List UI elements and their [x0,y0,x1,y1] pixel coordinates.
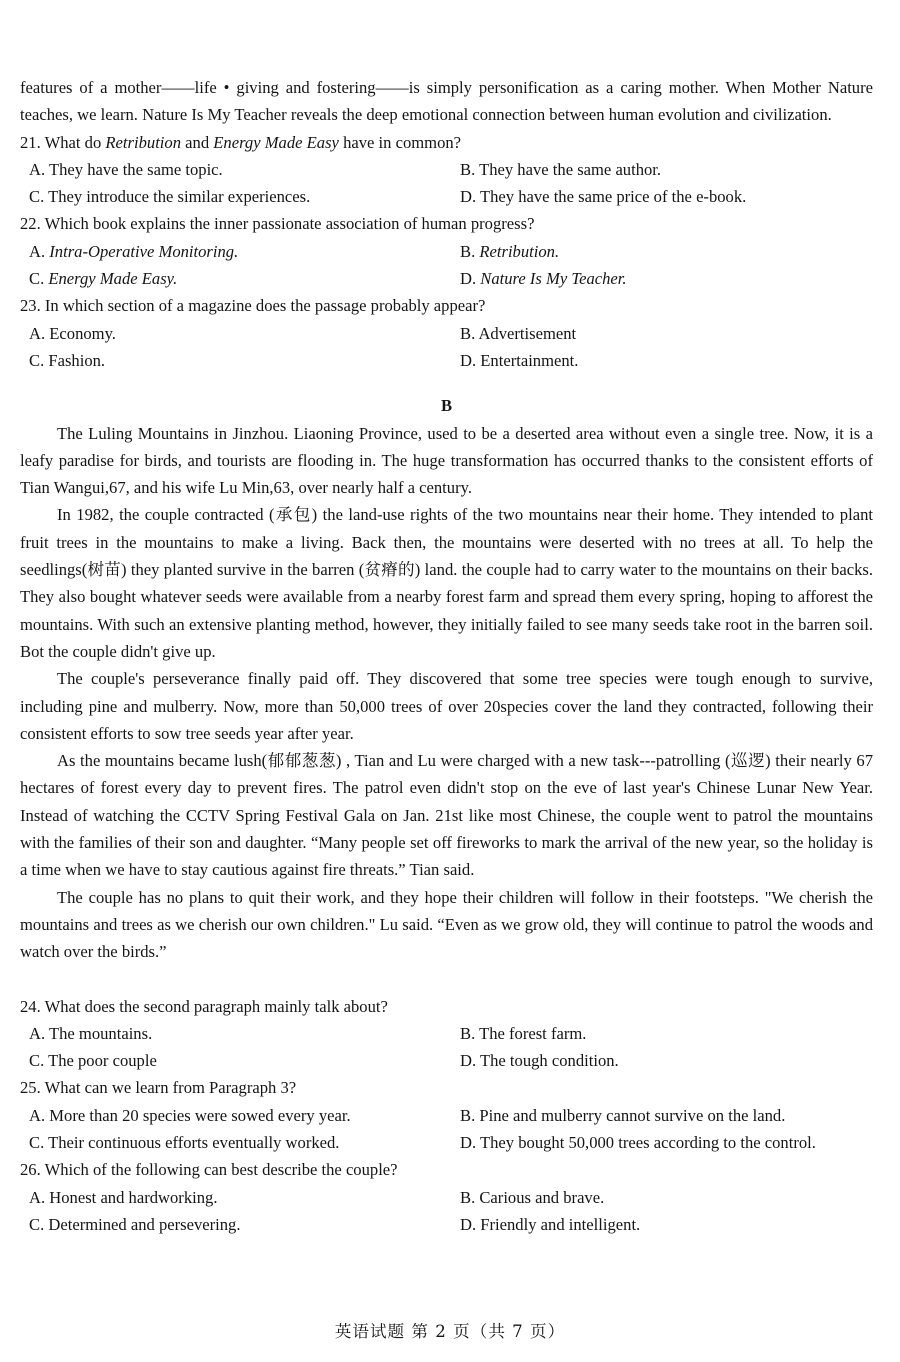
question-22 [20,210,873,292]
option-a: A. Honest and hardworking. [29,1187,218,1207]
option-b: B. Advertisement [460,323,577,343]
option-d: D. Nature Is My Teacher. [460,269,627,289]
option-d: D. Entertainment. [460,350,579,370]
option-b: B. Carious and brave. [460,1187,605,1207]
option-a: A. Economy. [29,323,116,343]
question-stem: 26. Which of the following can best describe the couple? [20,1160,398,1180]
passage-b-paragraph-3: The couple's perseverance finally paid off. They discovered that some tree species were tough enough to survive, including pine and mulberry. Now, more than 50,000 trees of over 20species cover the land they contracted, following their consistent efforts to sow tree seeds year after year. [20,669,873,743]
option-d: D. They bought 50,000 trees according to the control. [460,1132,816,1152]
passage-b-paragraph-2: In 1982, the couple contracted (承包) the land-use rights of the two mountains near their home. They intended to plant fruit trees in the mountains to make a living. Back then, the mountains were deserted with no trees at all. To help the seedlings(树苗) they planted survive in the barren (贫瘠的) land. the couple had to carry water to the mountains on their backs. They also bought whatever seeds were available from a nearby forest farm and spread them every spring, hoping to afforest the mountains. With such an extensive planting method, however, they initially failed to see many seeds take root in the barren soil. Bot the couple didn't give up. [20,505,873,661]
passage-b-paragraph-1: The Luling Mountains in Jinzhou. Liaoning Province, used to be a deserted area without even a single tree. Now, it is a leafy paradise for birds, and tourists are flooding in. The huge transformation has occurred thanks to the consistent efforts of Tian Wangui,67, and his wife Lu Min,63, over nearly half a century. [20,423,873,498]
option-b: B. The forest farm. [460,1023,587,1043]
option-c: C. The poor couple [29,1051,157,1071]
option-c: C. Determined and persevering. [29,1214,241,1234]
option-d: D. Friendly and intelligent. [460,1214,641,1234]
passage-b-paragraph-5: The couple has no plans to quit their work, and they hope their children will follow in their footsteps. "We cherish the mountains and trees as we cherish our own children." Lu said. “Even as we grow old, they will continue to patrol the woods and watch over the birds.” [20,887,873,962]
section-b-heading: B [440,396,453,416]
option-c: C. Fashion. [29,350,106,370]
question-stem: 21. What do Retribution and Energy Made Easy have in common? [20,132,462,152]
exam-page [20,74,873,1238]
option-c: C. They introduce the similar experiences. [29,187,311,207]
option-a: A. They have the same topic. [29,159,223,179]
question-26 [20,1156,873,1238]
question-23 [20,292,873,374]
option-a: A. The mountains. [29,1023,153,1043]
option-d: D. The tough condition. [460,1051,619,1071]
option-b: B. They have the same author. [460,159,662,179]
question-25 [20,1074,873,1156]
question-stem: 25. What can we learn from Paragraph 3? [20,1078,297,1098]
question-stem: 24. What does the second paragraph mainly talk about? [20,996,388,1016]
page-footer: 英语试题 第 2 页（共 7 页） [334,1322,566,1341]
passage-a-ending: features of a mother——life • giving and fostering——is simply personification as a caring mother. When Mother Nature teaches, we learn. Nature Is My Teacher reveals the deep emotional connection between human evolution and civilization. [20,78,873,125]
question-24 [20,993,873,1075]
option-a: A. More than 20 species were sowed every year. [29,1105,351,1125]
question-stem: 23. In which section of a magazine does the passage probably appear? [20,296,486,316]
passage-b-paragraph-4: As the mountains became lush(郁郁葱葱) , Tian and Lu were charged with a new task---patrolling (巡逻) their nearly 67 hectares of forest every day to prevent fires. The patrol even didn't stop on the eve of last year's Chinese Lunar New Year. Instead of watching the CCTV Spring Festival Gala on Jan. 21st like most Chinese, the couple went to patrol the mountains with the families of their son and daughter. “Many people set off fireworks to mark the arrival of the new year, so the holiday is a time when we have to stay cautious against fire threats.” Tian said. [20,751,873,880]
question-stem: 22. Which book explains the inner passionate association of human progress? [20,214,535,234]
option-c: C. Their continuous efforts eventually worked. [29,1132,340,1152]
option-d: D. They have the same price of the e-book. [460,187,747,207]
question-21 [20,129,873,211]
option-a: A. Intra-Operative Monitoring. [29,241,239,261]
option-b: B. Pine and mulberry cannot survive on the land. [460,1105,786,1125]
option-b: B. Retribution. [460,241,560,261]
option-c: C. Energy Made Easy. [29,269,178,289]
